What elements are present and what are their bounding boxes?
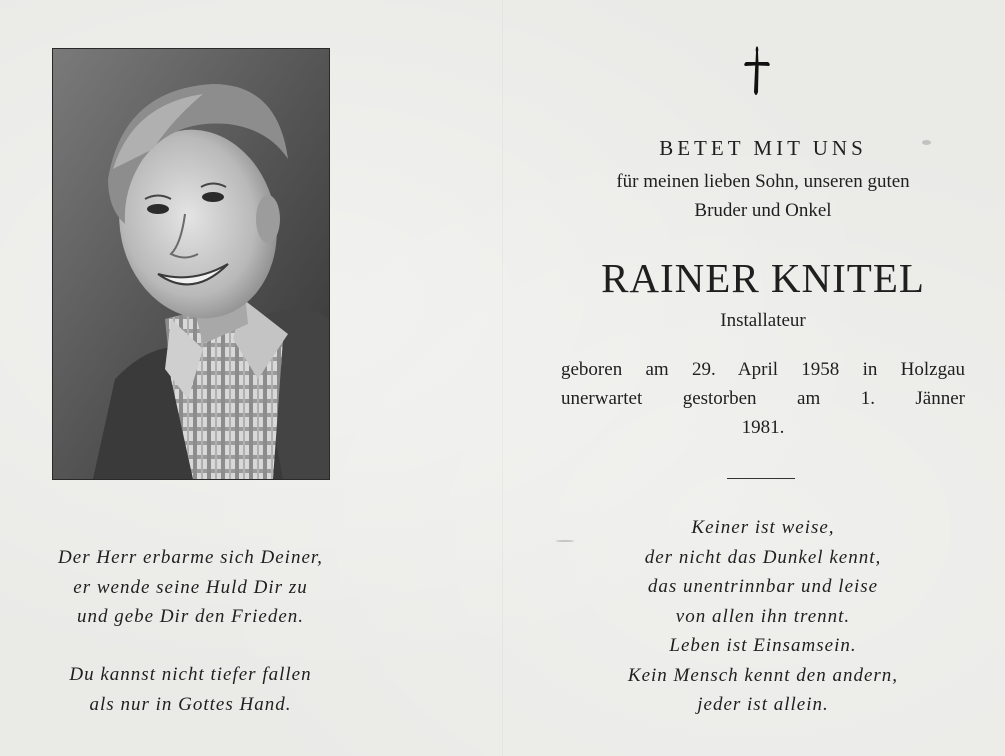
poem-line: von allen ihn trennt. — [675, 605, 851, 627]
birth-line: geboren am 29. April 1958 in Holzgau — [561, 359, 965, 380]
poem-line: der nicht das Dunkel kennt, — [644, 546, 882, 568]
prayer-left-stanza-2 — [18, 660, 363, 719]
divider-rule — [727, 478, 795, 479]
portrait-illustration — [53, 49, 329, 479]
poem-line: Kein Mensch kennt den andern, — [627, 664, 899, 686]
dedication-line-1: für meinen lieben Sohn, unseren guten — [616, 171, 910, 192]
poem-line: jeder ist allein. — [697, 694, 829, 715]
prayer-line: Der Herr erbarme sich Deiner, — [58, 547, 323, 568]
poem-line: Leben ist Einsamsein. — [669, 635, 857, 656]
life-dates — [548, 355, 978, 442]
deceased-name: RAINER KNITEL — [601, 255, 925, 301]
death-line: unerwartet gestorben am 1. Jänner — [561, 388, 965, 409]
poem-line: Keiner ist weise, — [691, 517, 835, 538]
poem-right — [568, 513, 958, 720]
paper-speck — [556, 540, 574, 542]
latin-cross-icon — [740, 44, 774, 100]
prayer-left-stanza-1 — [18, 543, 363, 632]
paper-speck — [922, 140, 931, 145]
portrait-photo — [52, 48, 330, 480]
prayer-line: als nur in Gottes Hand. — [89, 693, 292, 715]
death-year: 1981. — [741, 417, 785, 438]
prayer-line: er wende seine Huld Dir zu — [73, 576, 308, 598]
poem-line: das unentrinnbar und leise — [647, 576, 879, 597]
occupation: Installateur — [720, 310, 806, 331]
prayer-line: Du kannst nicht tiefer fallen — [69, 664, 312, 685]
dedication-text — [548, 167, 978, 225]
prayer-heading: BETET MIT UNS — [659, 136, 867, 160]
card-fold-line — [502, 0, 503, 756]
dedication-line-2: Bruder und Onkel — [694, 200, 832, 221]
prayer-line: und gebe Dir den Frieden. — [76, 606, 305, 627]
